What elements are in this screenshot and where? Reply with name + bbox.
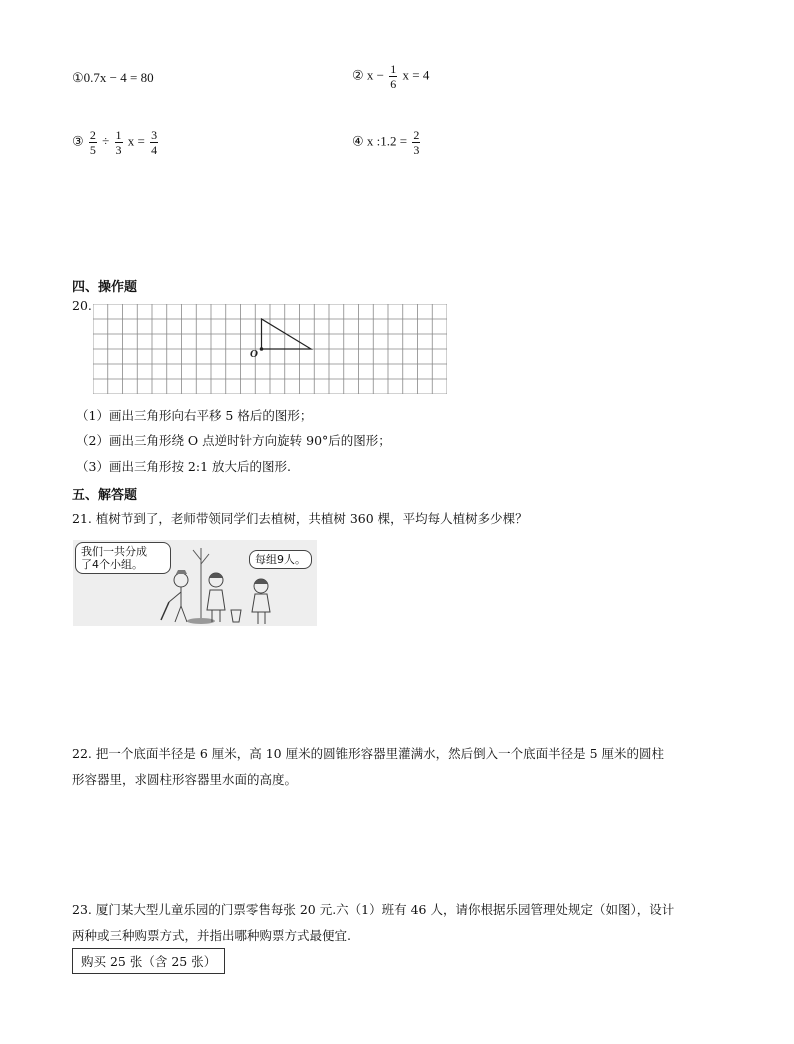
equation-2 <box>352 62 429 91</box>
speech-bubble-left-line-2: 了4个小组。 <box>81 558 143 571</box>
question-23-line-1: 23. 厦门某大型儿童乐园的门票零售每张 20 元.六（1）班有 46 人，请你根据乐园管理处规定（如图），设计 <box>72 902 675 917</box>
question-23-line-2: 两种或三种购票方式，并指出哪种购票方式最便宜. <box>72 928 351 943</box>
section-4-title: 四、操作题 <box>72 280 138 295</box>
question-21-text: 21. 植树节到了，老师带领同学们去植树，共植树 360 棵，平均每人植树多少棵？ <box>72 511 528 526</box>
equation-2-marker: ② <box>352 67 364 83</box>
fraction-numerator: 2 <box>413 128 420 142</box>
equation-1-text: 0.7x − 4 = 80 <box>83 70 154 85</box>
tree-planting-illustration <box>73 540 317 626</box>
fraction-numerator: 2 <box>89 128 96 142</box>
equation-3-fraction-2 <box>115 128 123 157</box>
equation-1 <box>72 70 154 86</box>
equation-3-fraction-3 <box>150 128 158 157</box>
origin-point <box>260 347 264 351</box>
question-20-number: 20. <box>72 298 92 313</box>
fraction-numerator: 1 <box>115 128 122 142</box>
equation-2-pre: x − <box>366 67 384 83</box>
equation-4-marker: ④ <box>352 133 364 149</box>
fraction-denominator: 3 <box>115 143 122 157</box>
equation-3-marker: ③ <box>72 133 84 149</box>
equation-1-marker: ① <box>72 70 84 85</box>
speech-bubble-right: 每组9人。 <box>249 550 312 569</box>
question-20-item-1: （1）画出三角形向右平移 5 格后的图形； <box>76 408 313 423</box>
speech-bubble-left-line-1: 我们一共分成 <box>81 545 147 558</box>
origin-label: O <box>250 348 258 360</box>
fraction-denominator: 6 <box>390 77 397 91</box>
question-20-item-2: （2）画出三角形绕 O 点逆时针方向旋转 90°后的图形； <box>76 433 391 448</box>
equation-4-pre: x :1.2 = <box>366 133 408 149</box>
question-22-line-1: 22. 把一个底面半径是 6 厘米，高 10 厘米的圆锥形容器里灌满水，然后倒入一个底面半径是 5 厘米的圆柱 <box>72 746 665 761</box>
equation-2-fraction <box>389 62 397 91</box>
fraction-denominator: 3 <box>413 143 420 157</box>
equation-3-mid: x = <box>127 133 145 149</box>
question-22-line-2: 形容器里，求圆柱形容器里水面的高度。 <box>72 772 298 787</box>
question-20-item-3: （3）画出三角形按 2:1 放大后的图形. <box>76 459 291 474</box>
equation-3-operator: ÷ <box>102 133 110 149</box>
question-20-grid <box>93 304 447 394</box>
equation-4-fraction <box>412 128 420 157</box>
fraction-numerator: 1 <box>390 62 397 76</box>
equation-4 <box>352 128 422 157</box>
equation-3-fraction-1 <box>89 128 97 157</box>
equation-3 <box>72 128 160 157</box>
children-planting-drawing <box>73 540 317 626</box>
equation-2-post: x = 4 <box>402 67 430 83</box>
fraction-denominator: 5 <box>89 143 96 157</box>
ticket-rule-box: 购买 25 张（含 25 张） <box>72 948 225 974</box>
section-5-title: 五、解答题 <box>72 488 138 503</box>
fraction-numerator: 3 <box>151 128 158 142</box>
fraction-denominator: 4 <box>151 143 158 157</box>
